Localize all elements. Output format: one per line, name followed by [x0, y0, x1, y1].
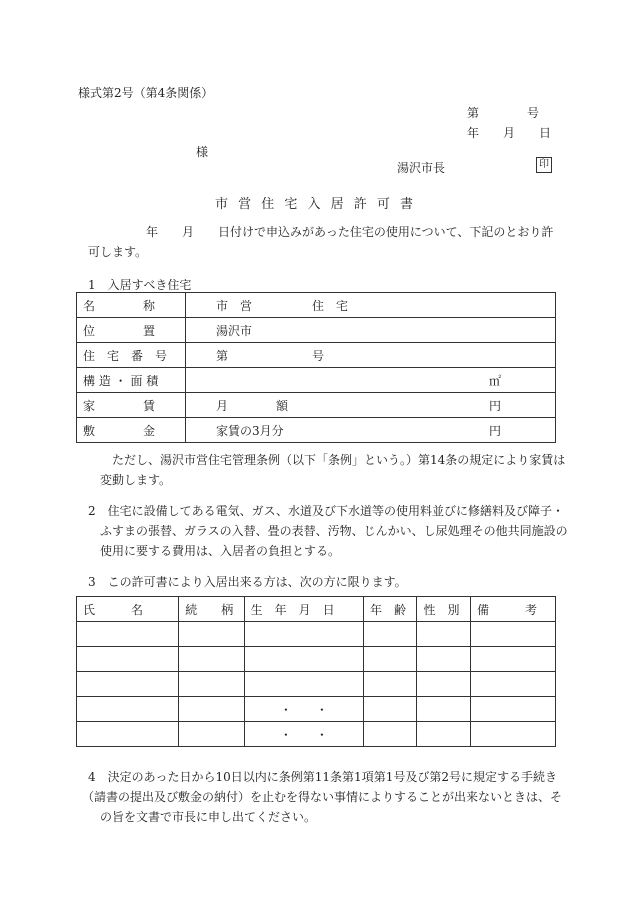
note-line-2: 変動します。 [100, 473, 172, 487]
section4-line-3: の旨を文書で市長に申し出てください。 [100, 810, 317, 824]
occupants-table [76, 596, 556, 747]
housing-table [76, 292, 556, 443]
housing-label: 構 造 ・ 面 積 [77, 368, 186, 393]
occupant-cell[interactable] [179, 672, 244, 697]
occupant-cell[interactable] [364, 722, 417, 747]
occupant-cell[interactable] [364, 697, 417, 722]
occupant-cell[interactable] [470, 697, 555, 722]
housing-label: 名 称 [77, 293, 186, 318]
section2-line-1: 2 住宅に設備してある電気、ガス、水道及び下水道等の使用料並びに修繕料及び障子・ [88, 504, 564, 518]
occupant-cell[interactable] [417, 722, 470, 747]
occupant-cell[interactable]: ・ ・ [244, 722, 363, 747]
occupants-header-row [77, 597, 556, 622]
note-line-1: ただし、湯沢市営住宅管理条例（以下「条例」という。）第14条の規定により家賃は [112, 453, 566, 467]
occupants-header-cell: 氏 名 [77, 597, 179, 622]
occupant-cell[interactable] [179, 697, 244, 722]
occupant-cell[interactable] [179, 647, 244, 672]
occupant-cell[interactable] [470, 722, 555, 747]
occupant-cell[interactable] [179, 722, 244, 747]
housing-value [186, 368, 484, 393]
occupants-header-cell: 性 別 [417, 597, 470, 622]
occupant-cell[interactable] [417, 672, 470, 697]
occupant-cell[interactable] [244, 647, 363, 672]
occupant-row [77, 647, 556, 672]
section1-heading: 1 入居すべき住宅 [88, 278, 192, 292]
housing-row [77, 393, 556, 418]
occupant-cell[interactable] [417, 647, 470, 672]
occupant-cell[interactable] [470, 672, 555, 697]
occupants-header-cell: 年 齢 [364, 597, 417, 622]
occupant-cell[interactable] [417, 622, 470, 647]
occupant-cell[interactable] [364, 672, 417, 697]
occupant-cell[interactable] [77, 672, 179, 697]
housing-row [77, 343, 556, 368]
section2-line-2: ふすまの張替、ガラスの入替、畳の表替、汚物、じんかい、し尿処理その他共同施設の [100, 524, 568, 538]
housing-value: 湯沢市 [186, 318, 484, 343]
housing-unit [483, 343, 556, 368]
housing-label: 住 宅 番 号 [77, 343, 186, 368]
housing-label: 位 置 [77, 318, 186, 343]
intro-line-2: 可します。 [88, 245, 148, 259]
occupant-cell[interactable] [364, 647, 417, 672]
housing-label: 家 賃 [77, 393, 186, 418]
section4-line-2: （請書の提出及び敷金の納付）を止むを得ない事情によりすることが出来ないときは、そ [82, 790, 563, 804]
housing-row [77, 418, 556, 443]
occupant-cell[interactable] [77, 722, 179, 747]
housing-row [77, 368, 556, 393]
occupant-row [77, 622, 556, 647]
housing-unit: 円 [483, 393, 556, 418]
occupant-row [77, 672, 556, 697]
housing-unit [483, 318, 556, 343]
occupants-header-cell: 生 年 月 日 [244, 597, 363, 622]
occupant-cell[interactable] [77, 697, 179, 722]
occupant-cell[interactable] [244, 622, 363, 647]
seal-stamp: 印 [536, 157, 552, 173]
occupant-cell[interactable] [244, 672, 363, 697]
housing-row [77, 318, 556, 343]
document-title: 市 営 住 宅 入 居 許 可 書 [215, 197, 417, 212]
intro-line-1: 年 月 日付けで申込みがあった住宅の使用について、下記のとおり許 [146, 225, 554, 239]
occupants-header-cell: 続 柄 [179, 597, 244, 622]
housing-value: 月 額 [186, 393, 484, 418]
housing-value: 家賃の3月分 [186, 418, 484, 443]
section2-line-3: 使用に要する費用は、入居者の負担とする。 [100, 544, 341, 558]
occupant-cell[interactable] [470, 622, 555, 647]
form-number: 様式第2号（第4条関係） [78, 86, 214, 100]
occupant-cell[interactable] [470, 647, 555, 672]
occupant-cell[interactable]: ・ ・ [244, 697, 363, 722]
occupant-cell[interactable] [417, 697, 470, 722]
section4-line-1: 4 決定のあった日から10日以内に条例第11条第1項第1号及び第2号に規定する手続き [88, 770, 557, 784]
section3-heading: 3 この許可書により入居出来る方は、次の方に限ります。 [88, 575, 407, 589]
housing-unit: 円 [483, 418, 556, 443]
housing-row [77, 293, 556, 318]
occupant-cell[interactable] [77, 622, 179, 647]
occupant-cell[interactable] [179, 622, 244, 647]
housing-value: 第 号 [186, 343, 484, 368]
housing-value: 市 営 住 宅 [186, 293, 484, 318]
issue-number: 第 号 [467, 106, 540, 120]
occupant-row [77, 722, 556, 747]
housing-label: 敷 金 [77, 418, 186, 443]
issuer-name: 湯沢市長 [397, 161, 446, 175]
addressee-suffix: 様 [196, 145, 209, 159]
occupant-row [77, 697, 556, 722]
housing-unit: ㎡ [483, 368, 556, 393]
issue-date: 年 月 日 [467, 126, 552, 140]
occupant-cell[interactable] [77, 647, 179, 672]
housing-unit [483, 293, 556, 318]
occupant-cell[interactable] [364, 622, 417, 647]
occupants-header-cell: 備 考 [470, 597, 555, 622]
